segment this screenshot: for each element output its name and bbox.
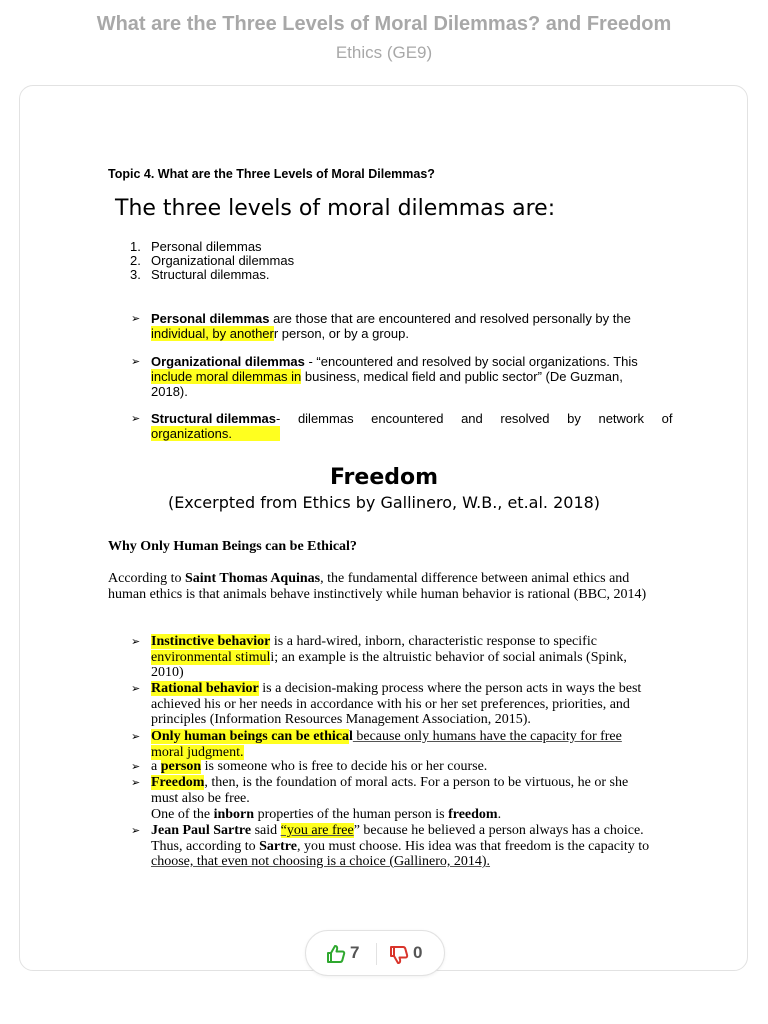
only-human-item: Only human beings can be ethical because only humans have the capacity for free moral judgment. [151,729,622,760]
personal-dilemmas-item: Personal dilemmas are those that are encountered and resolved personally by the individual, by anotherr person, or by a group. [151,311,631,341]
bullet-arrow-icon: ➢ [131,355,141,368]
level-item: Personal dilemmas [151,239,262,254]
topic-heading: Topic 4. What are the Three Levels of Moral Dilemmas? [108,167,435,181]
course-subtitle: Ethics (GE9) [335,43,433,62]
bullet-arrow-icon: ➢ [131,760,141,773]
thumbs-up-icon[interactable] [326,944,346,969]
why-heading: Why Only Human Beings can be Ethical? [108,539,357,554]
freedom-item: Freedom, then, is the foundation of moral acts. For a person to be virtuous, he or she must also be free. [151,775,629,806]
level-item: Organizational dilemmas [151,253,295,268]
inborn-item: One of the inborn properties of the human person is freedom. [151,807,502,822]
bullet-arrow-icon: ➢ [131,730,141,743]
sartre-item: Jean Paul Sartre said “you are free” because he believed a person always has a choice. Thus, according to Sartre, you must choose. His idea was that freedom is the capacity to choose, that even not choosing is a choice (Gallinero, 2014). [151,823,650,869]
bullet-arrow-icon: ➢ [131,776,141,789]
vote-widget [305,930,445,976]
bullet-arrow-icon: ➢ [131,824,141,837]
bullet-arrow-icon: ➢ [131,412,141,425]
rational-behavior-item: Rational behavior is a decision-making process where the person acts in ways the best achieved his or her needs in accordance with his or her set preferences, priorities, and principles (Information Resources Management Association, 2015). [151,681,642,727]
bullet-arrow-icon: ➢ [131,312,141,325]
vote-divider [376,943,377,965]
structural-dilemmas-item: Structural dilemmas - dilemmas encountered and resolved by network of organizations. [151,411,673,441]
bullet-arrow-icon: ➢ [131,635,141,648]
page-title: What are the Three Levels of Moral Dilemmas? and Freedom [96,13,672,35]
upvote-count: 7 [350,943,360,962]
aquinas-paragraph: According to Saint Thomas Aquinas, the fundamental difference between animal ethics and human ethics is that animals behave instinctively while human behavior is rational (BBC, 2014) [108,571,647,602]
freedom-title: Freedom [329,465,439,490]
person-item: a person is someone who is free to decide his or her course. [151,759,488,774]
organizational-dilemmas-item: Organizational dilemmas - “encountered and resolved by social organizations. This include moral dilemmas in business, medical field and public sector” (De Guzman, 2018). [151,354,638,399]
thumbs-down-icon[interactable] [389,945,409,970]
levels-heading: The three levels of moral dilemmas are: [115,196,556,221]
freedom-source: (Excerpted from Ethics by Gallinero, W.B., et.al. 2018) [167,493,601,512]
downvote-count: 0 [413,943,423,962]
instinctive-behavior-item: Instinctive behavior is a hard-wired, inborn, characteristic response to specific environmental stimuli; an example is the altruistic behavior of social animals (Spink, 2010) [151,634,627,680]
bullet-arrow-icon: ➢ [131,682,141,695]
level-item: Structural dilemmas. [151,267,270,282]
